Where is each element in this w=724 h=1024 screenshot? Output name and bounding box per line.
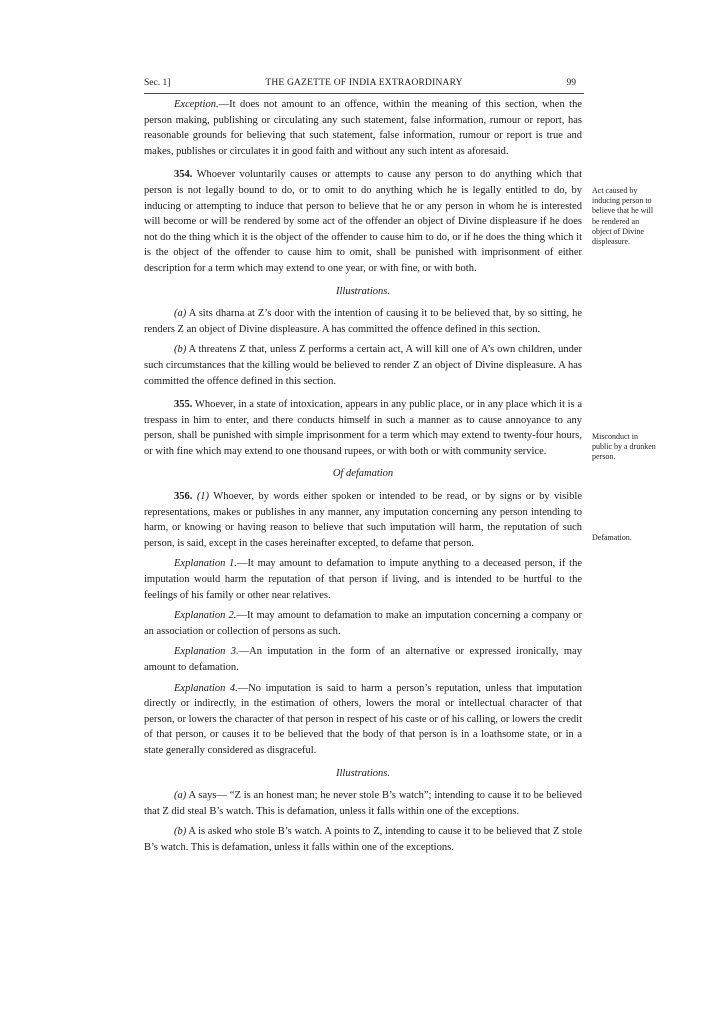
illustration-354-a-text: A sits dharna at Z’s door with the intention of causing it to be believed that, by so sitting, he renders Z an object of Divine displeasure. A has committed the offence defined in this section. — [144, 308, 582, 335]
header-rule — [144, 93, 584, 94]
section-356-text: Whoever, by words either spoken or intended to be read, or by signs or by visible representations, makes or publishes in any manner, any imputation concerning any person intending to harm, or knowing or having reason to believe that such imputation will harm, the reputation of such person, is said, except in the cases hereinafter excepted, to defame that person. — [144, 491, 583, 549]
explanation-4 — [144, 681, 582, 759]
section-354-number: 354. — [174, 169, 193, 181]
explanation-2 — [144, 608, 582, 639]
exception-label: Exception. — [174, 99, 219, 110]
illustration-356-b-label: (b) — [174, 826, 187, 838]
explanation-3 — [144, 644, 582, 675]
illustration-356-b — [144, 824, 582, 855]
margin-note-356: Defamation. — [592, 533, 632, 542]
illustration-354-a-label: (a) — [174, 308, 187, 320]
explanation-1-text: —It may amount to defamation to impute anything to a deceased person, if the imputation would harm the reputation of that person if living, and is intended to be hurtful to the feelings of his family or other near relatives. — [144, 558, 582, 601]
section-356-number: 356. — [174, 491, 193, 503]
margin-note-355: Misconduct in public by a drunken person. — [592, 432, 656, 462]
exception-text: —It does not amount to an offence, within the meaning of this section, when the person making, publishing or circulating any such statement, false information, rumour or report, has reasonable grounds for believing that such statement, false information, rumour or report is true and makes, publishes or circulates it in good faith and without any such intent as aforesaid. — [144, 99, 582, 157]
explanation-2-label: Explanation 2. — [174, 610, 237, 622]
section-355-number: 355. — [174, 399, 193, 411]
explanation-3-label: Explanation 3. — [174, 646, 239, 658]
section-355-paragraph — [144, 397, 582, 459]
explanation-2-text: —It may amount to defamation to make an imputation concerning a company or an association or collection of persons as such. — [144, 610, 582, 637]
explanation-1-label: Explanation 1. — [174, 558, 237, 570]
illustrations-heading-1: Illustrations. — [336, 285, 390, 297]
illustration-356-a-text: A says— “Z is an honest man; he never stole B’s watch”; intending to cause it to be believed that Z did steal B’s watch. This is defamation, unless it falls within one of the exceptions. — [144, 790, 582, 817]
margin-note-354: Act caused by inducing person to believe that he will be rendered an object of Divine displeasure. — [592, 186, 654, 247]
illustration-354-b-text: A threatens Z that, unless Z performs a certain act, A will kill one of A’s own children, under such circumstances that the killing would be believed to render Z an object of Divine displeasure. A has committed the offence defined in this section. — [144, 344, 582, 387]
section-354-text: Whoever voluntarily causes or attempts to cause any person to do anything which that person is not legally bound to do, or to omit to do anything which he is legally entitled to do, by inducing or attempting to induce that person to believe that he or any person in whom he is interested will become or will be rendered by some act of the offender an object of Divine displeasure if he does not do the thing which it is the object of the offender to cause him to do, or if he does the thing which it is the object of the offender to cause him to omit, shall be punished with imprisonment of either description for a term which may extend to one year, or with fine, or with both. — [144, 169, 582, 274]
illustrations-heading-2: Illustrations. — [336, 767, 390, 779]
section-356-paragraph — [144, 489, 582, 551]
header-title: THE GAZETTE OF INDIA EXTRAORDINARY — [265, 78, 463, 88]
illustration-356-b-text: A is asked who stole B’s watch. A points to Z, intending to cause it to be believed that Z stole B’s watch. This is defamation, unless it falls within one of the exceptions. — [144, 826, 582, 853]
illustration-356-a — [144, 788, 582, 819]
explanation-4-text: —No imputation is said to harm a person’s reputation, unless that imputation directly or indirectly, in the estimation of others, lowers the moral or intellectual character of that person, or lowers the character of that person in respect of his caste or of his calling, or lowers the credit of that person, or causes it to be believed that the body of that person is in a loathsome state, or in a state generally considered as disgraceful. — [144, 682, 582, 756]
section-356-subsection: (1) — [196, 491, 210, 503]
defamation-heading: Of defamation — [332, 468, 394, 480]
exception-paragraph — [144, 97, 582, 159]
explanation-4-label: Explanation 4. — [174, 682, 238, 694]
illustration-354-b — [144, 342, 582, 389]
header-section: Sec. 1] — [144, 78, 171, 88]
illustration-354-a — [144, 306, 582, 337]
main-text-column — [144, 97, 582, 861]
header-page-number: 99 — [566, 78, 576, 88]
illustration-354-b-label: (b) — [174, 344, 187, 356]
explanation-3-text: —An imputation in the form of an alternative or expressed ironically, may amount to defamation. — [144, 646, 582, 673]
illustration-356-a-label: (a) — [174, 790, 187, 802]
section-354-paragraph — [144, 167, 582, 276]
page-header — [144, 78, 584, 94]
section-355-text: Whoever, in a state of intoxication, appears in any public place, or in any place which it is a trespass in him to enter, and there conducts himself in such a manner as to cause annoyance to any person, shall be punished with simple imprisonment for a term which may extend to twenty-four hours, or with fine which may extend to one thousand rupees, or with both or with community service. — [144, 399, 582, 457]
explanation-1 — [144, 556, 582, 603]
